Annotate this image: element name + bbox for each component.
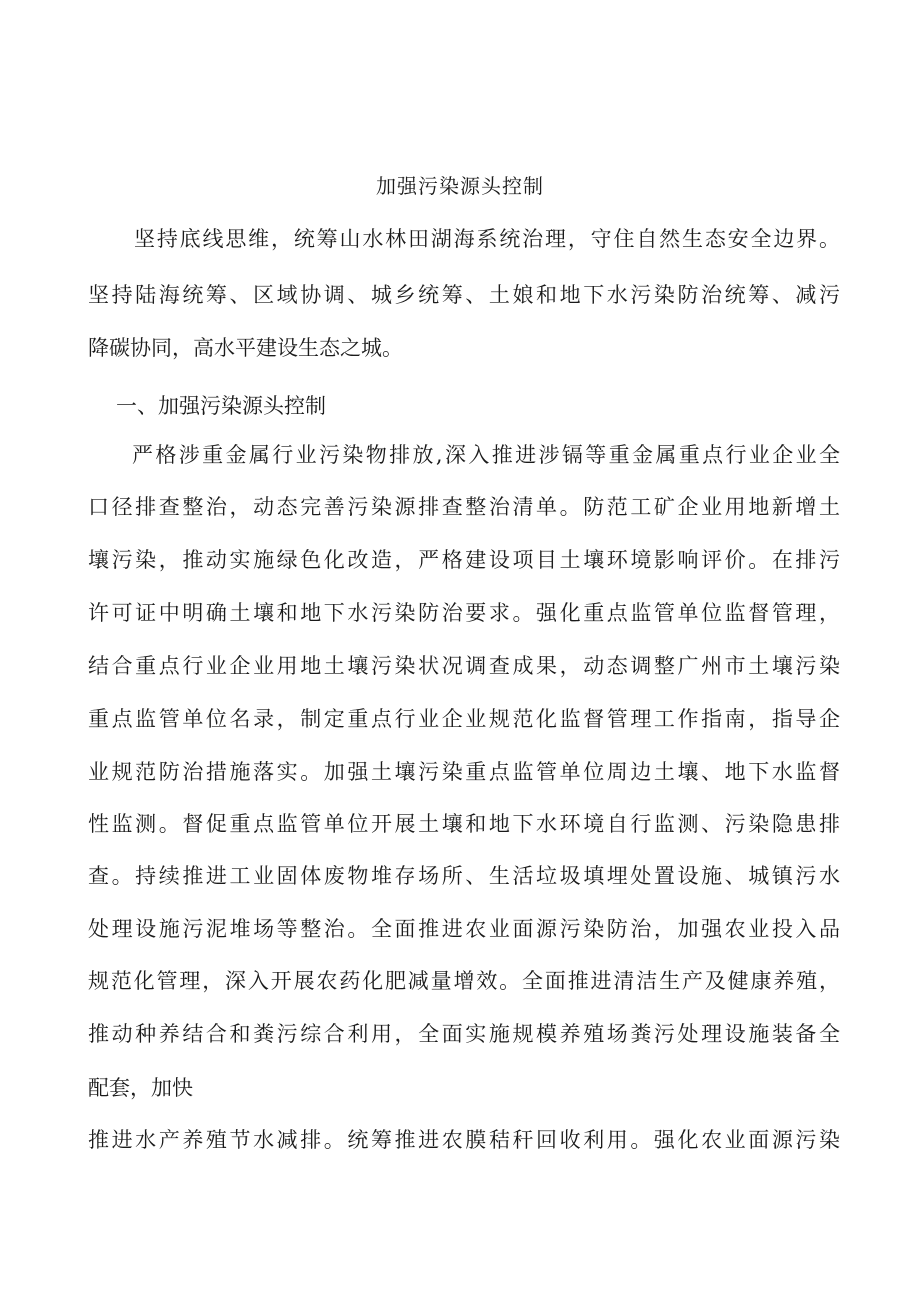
body-line: 结合重点行业企业用地土壤污染状况调查成果，动态调整广州市土壤污染: [88, 654, 840, 678]
document-title: 加强污染源头控制: [376, 174, 544, 198]
body-line: 壤污染，推动实施绿色化改造，严格建设项目土壤环境影响评价。在排污: [88, 548, 840, 572]
body-line: 重点监管单位名录，制定重点行业企业规范化监督管理工作指南，指导企: [88, 707, 840, 731]
section-heading: 一、加强污染源头控制: [116, 394, 326, 418]
intro-line: 坚持底线思维，统筹山水林田湖海系统治理，守住自然生态安全边界。: [134, 227, 840, 251]
body-line: 许可证中明确土壤和地下水污染防治要求。强化重点监管单位监督管理，: [88, 601, 840, 625]
body-line: 推进水产养殖节水减排。统筹推进农膜秸秆回收利用。强化农业面源污染: [88, 1128, 840, 1152]
body-line: 规范化管理，深入开展农药化肥减量增效。全面推进清洁生产及健康养殖，: [88, 969, 840, 993]
body-line: 业规范防治措施落实。加强土壤污染重点监管单位周边土壤、地下水监督: [88, 760, 840, 784]
body-line: 严格涉重金属行业污染物排放,深入推进涉镉等重金属重点行业企业全: [132, 443, 840, 467]
body-line: 性监测。督促重点监管单位开展土壤和地下水环境自行监测、污染隐患排: [88, 812, 840, 836]
intro-line: 降碳协同，高水平建设生态之城。: [88, 336, 403, 360]
intro-line: 坚持陆海统筹、区域协调、城乡统筹、土娘和地下水污染防治统筹、减污: [88, 283, 840, 307]
body-line: 处理设施污泥堆场等整治。全面推进农业面源污染防治，加强农业投入品: [88, 917, 840, 941]
body-line: 配套，加快: [88, 1076, 193, 1100]
body-line: 查。持续推进工业固体废物堆存场所、生活垃圾填埋处置设施、城镇污水: [88, 864, 840, 888]
body-line: 推动种养结合和粪污综合利用，全面实施规模养殖场粪污处理设施装备全: [88, 1022, 840, 1046]
body-line: 口径排查整治，动态完善污染源排查整治清单。防范工矿企业用地新增土: [88, 495, 840, 519]
